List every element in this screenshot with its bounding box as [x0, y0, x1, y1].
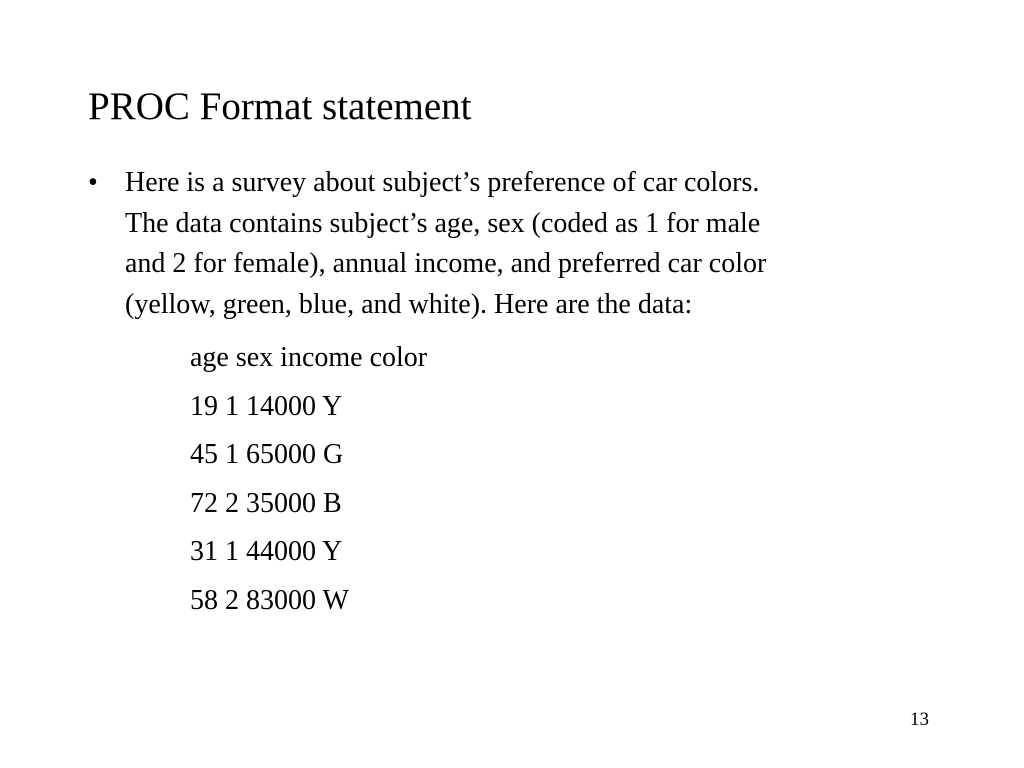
- page-number: 13: [910, 709, 929, 730]
- bullet-paragraph: [88, 163, 948, 325]
- bullet-text: [125, 163, 948, 325]
- data-listing: [190, 334, 427, 625]
- bullet-line: and 2 for female), annual income, and preferred car color: [125, 248, 767, 279]
- data-row: 72 2 35000 B: [190, 487, 342, 519]
- data-row: 19 1 14000 Y: [190, 390, 343, 422]
- data-row: 45 1 65000 G: [190, 439, 344, 470]
- data-header: age sex income color: [190, 342, 428, 373]
- bullet-line: The data contains subject’s age, sex (coded as 1 for male: [125, 207, 761, 239]
- slide-title: PROC Format statement: [88, 85, 472, 128]
- bullet-line: (yellow, green, blue, and white). Here are the data:: [125, 288, 693, 320]
- data-row: 31 1 44000 Y: [190, 536, 343, 567]
- bullet-icon: •: [88, 167, 98, 198]
- bullet-line: Here is a survey about subject’s preference of car colors.: [125, 167, 760, 198]
- data-row: 58 2 83000 W: [190, 584, 349, 616]
